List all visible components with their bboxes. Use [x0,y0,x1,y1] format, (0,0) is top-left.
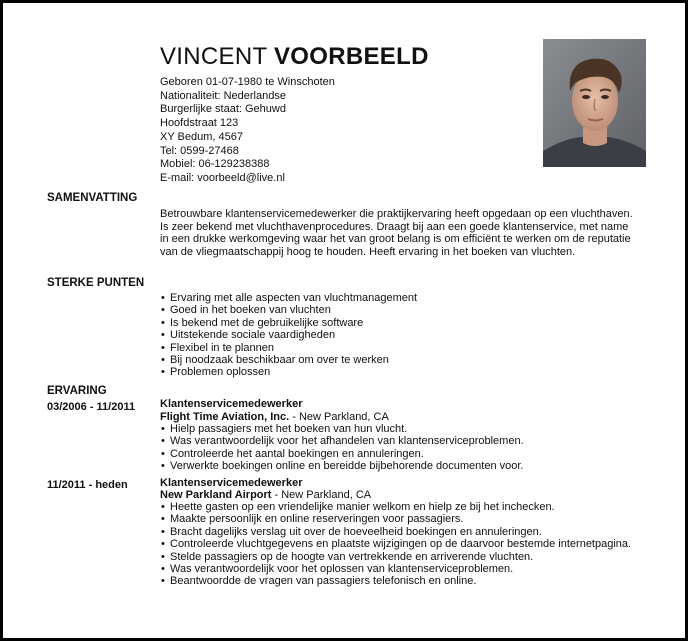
contact-details [160,76,335,186]
job-1-company: Flight Time Aviation, Inc. [160,411,290,423]
list-item: • Flexibel in te plannen [160,342,640,354]
job-1-duties [160,423,640,473]
list-item: • Heette gasten op een vriendelijke manier welkom en hielp ze bij het inchecken. [160,501,640,513]
experience-heading: ERVARING [47,385,107,397]
marital-status: Burgerlijke staat: Gehuwd [160,103,286,116]
list-item: • Controleerde het aantal boekingen en annuleringen. [160,448,640,460]
job-1-title: Klantenservicemedewerker [160,398,303,410]
mobile: Mobiel: 06-129238388 [160,158,270,171]
list-item: • Was verantwoordelijk voor het afhandelen van klantenserviceproblemen. [160,435,640,447]
job-2-company: New Parkland Airport [160,489,272,501]
list-item: • Was verantwoordelijk voor het oplossen van klantenserviceproblemen. [160,563,640,575]
nationality: Nationaliteit: Nederlandse [160,89,286,102]
email: E-mail: voorbeeld@live.nl [160,171,285,184]
phone: Tel: 0599-27468 [160,144,239,157]
postal-city: XY Bedum, 4567 [160,130,243,143]
job-1-location: - New Parkland, CA [289,411,389,423]
job-2-title: Klantenservicemedewerker [160,477,303,489]
birth-info: Geboren 01-07-1980 te Winschoten [160,76,335,88]
list-item: • Maakte persoonlijk en online reserveringen voor passagiers. [160,513,640,525]
summary-heading: SAMENVATTING [47,192,138,204]
list-item: • Problemen oplossen [160,366,640,378]
strengths-heading: STERKE PUNTEN [47,277,145,289]
list-item: • Goed in het boeken van vluchten [160,304,640,316]
list-item: • Controleerde vluchtgegevens en plaatste wijzigingen op de daarvoor bestemde internetpagina. [160,538,640,550]
job-2-employer [160,489,371,501]
job-1-dates: 03/2006 - 11/2011 [47,401,136,413]
profile-photo [543,39,646,167]
job-2-duties [160,501,640,588]
summary-text: Betrouwbare klantenservicemedewerker die praktijkervaring heeft opgedaan op een vluchthaven. Is zeer bekend met vluchthavenprocedures. Draagt bij aan een goede klantenservice, met name in een drukke werkomgeving waar het van groot belang is om efficiënt te werken om de reputatie van de vliegmaatschappij hoog te houden. Heeft ervaring in het boeken van vluchten. [160,208,633,258]
list-item: • Bij noodzaak beschikbaar om over te werken [160,354,640,366]
strengths-list [160,292,640,379]
list-item: • Uitstekende sociale vaardigheden [160,329,640,341]
portrait-image [543,39,646,167]
last-name: VOORBEELD [273,43,429,70]
job-2-dates: 11/2011 - heden [47,479,128,491]
list-item: • Ervaring met alle aspecten van vluchtmanagement [160,292,640,304]
list-item: • Stelde passagiers op de hoogte van vertrekkende en arriverende vluchten. [160,551,640,563]
list-item: • Hielp passagiers met het boeken van hun vlucht. [160,423,640,435]
list-item: • Verwerkte boekingen online en bereidde bijbehorende documenten voor. [160,460,640,472]
job-2-location: - New Parkland, CA [271,489,372,501]
job-1-employer [160,411,389,423]
candidate-name [160,43,429,71]
street-address: Hoofdstraat 123 [160,117,239,130]
list-item: • Bracht dagelijks verslag uit over de hoeveelheid boekingen en annuleringen. [160,526,640,538]
first-name: VINCENT [160,43,268,70]
list-item: • Is bekend met de gebruikelijke software [160,317,640,329]
list-item: • Beantwoordde de vragen van passagiers telefonisch en online. [160,575,640,587]
